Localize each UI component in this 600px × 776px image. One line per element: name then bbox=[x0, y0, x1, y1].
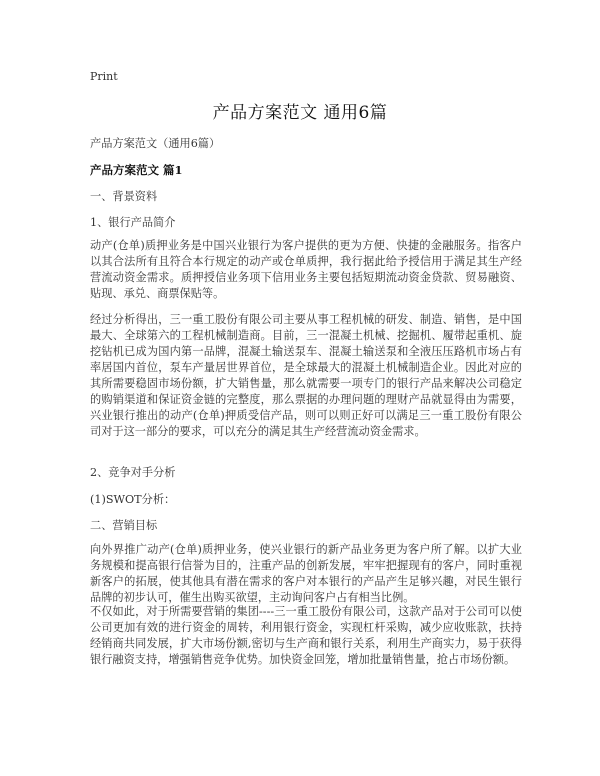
heading-swot: (1)SWOT分析： bbox=[90, 493, 176, 506]
paragraph-product-intro-text: 动产(仓单)质押业务是中国兴业银行为客户提供的更为方便、快捷的金融服务。指客户以其合法所有且符合本行规定的动产或仓单质押，我行据此给予授信用于满足其生产经营流动资金需求。质押授信业务项下信用业务主要包括短期流动资金贷款、贸易融资、贴现、承兑、商票保贴等。 bbox=[90, 239, 522, 300]
paragraph-goal-1-text: 向外界推广动产(仓单)质押业务，使兴业银行的新产品业务更为客户所了解。以扩大业务规模和提高银行信誉为目的，注重产品的创新发展，牢牢把握现有的客户，同时重视新客户的拓展，使其他具有潜在需求的客户对本银行的产品产生足够兴趣，对民生银行品牌的初步认可，催生出购买欲望，主动询问客户占有相当比例。 bbox=[90, 543, 522, 604]
paragraph-analysis bbox=[90, 312, 522, 440]
paragraph-goal-1 bbox=[90, 542, 522, 606]
heading-marketing-goal: 二、营销目标 bbox=[90, 519, 158, 532]
document-subtitle: 产品方案范文（通用6篇） bbox=[90, 137, 221, 150]
paragraph-goal-2 bbox=[90, 604, 522, 668]
print-label: Print bbox=[90, 70, 118, 83]
section-title: 产品方案范文 篇1 bbox=[90, 163, 183, 177]
document-title: 产品方案范文 通用6篇 bbox=[212, 103, 388, 123]
heading-competitor: 2、竞争对手分析 bbox=[90, 466, 176, 479]
heading-bank-product: 1、银行产品简介 bbox=[90, 216, 176, 229]
paragraph-product-intro bbox=[90, 238, 522, 302]
paragraph-analysis-text: 经过分析得出，三一重工股份有限公司主要从事工程机械的研发、制造、销售，是中国最大、全球第六的工程机械制造商。目前，三一混凝土机械、挖掘机、履带起重机、旋挖钻机已成为国内第一品牌，混凝土输送泵车、混凝土输送泵和全液压压路机市场占有率居国内首位，泵车产量居世界首位，是全球最大的混凝土机械制造企业。因此对应的其所需要稳固市场份额，扩大销售量，那么就需要一项专门的银行产品来解决公司稳定的购销渠道和保证资金链的完整度，那么票据的办理问题的理财产品就显得由为需要，兴业银行推出的动产(仓单)押质受信产品，则可以则正好可以满足三一重工股份有限公司对于这一部分的要求，可以充分的满足其生产经营流动资金需求。 bbox=[90, 313, 522, 438]
paragraph-goal-2-text: 不仅如此，对于所需要营销的集团----三一重工股份有限公司，这款产品对于公司可以使公司更加有效的进行资金的周转，利用银行资金，实现杠杆采购，减少应收账款，扶持经销商共同发展，扩大市场份额,密切与生产商和银行关系，利用生产商实力，易于获得银行融资支持，增强销售竞争优势。加快资金回笼，增加批量销售量，抢占市场份额。 bbox=[90, 605, 522, 666]
heading-background: 一、背景资料 bbox=[90, 190, 158, 203]
